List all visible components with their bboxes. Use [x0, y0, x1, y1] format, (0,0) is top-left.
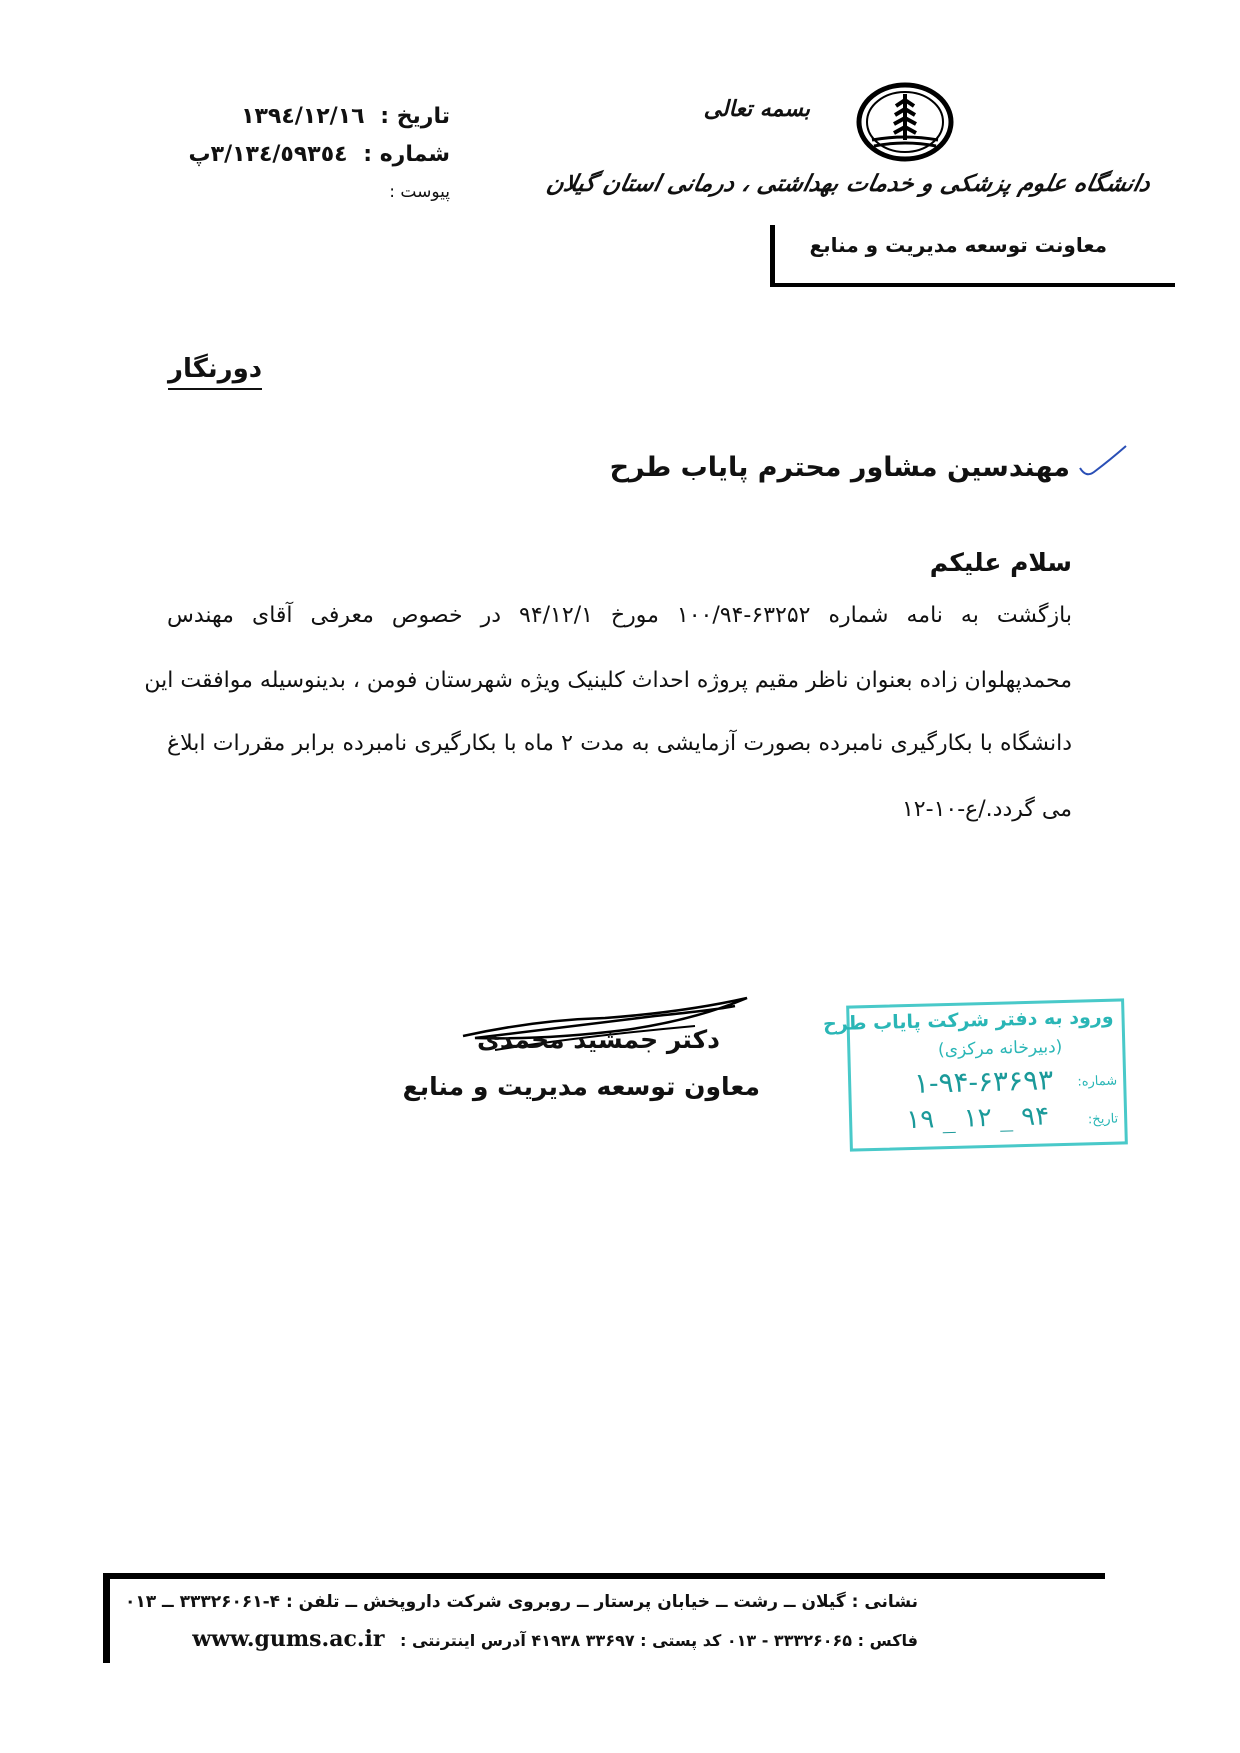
body-line: می گردد./ع-۱۰-۱۲: [901, 797, 1072, 822]
number-value: ۳/۱۳٤/٥۹۳٥٤پ: [188, 142, 348, 167]
department-box: [770, 225, 1175, 290]
letter-number: [190, 142, 450, 167]
website-link[interactable]: www.gums.ac.ir: [192, 1626, 385, 1652]
stamp-number-value: ۱-۹۴-۶۳۶۹۳: [913, 1063, 1054, 1100]
stamp-title: ورود به دفتر شرکت پایاب طرح: [822, 1005, 1114, 1036]
salutation: سلام علیکم: [929, 548, 1072, 577]
stamp-date-label: تاریخ:: [1087, 1111, 1119, 1128]
footer-fax: فاکس : ۳۳۳۲۶۰۶۵ - ۰۱۳ کد پستی : ۳۳۶۹۷ ۴۱۹۳۸ آدرس اینترنتی :: [400, 1631, 918, 1650]
body-line: دانشگاه با بکارگیری نامبرده بصورت آزمایشی به مدت ۲ ماه با بکارگیری نامبرده برابر مقررات ابلاغ: [167, 731, 1073, 756]
department-box-border: [770, 283, 1175, 287]
addressee: مهندسین مشاور محترم پایاب طرح: [609, 452, 1070, 483]
department-name: معاونت توسعه مدیریت و منابع: [809, 233, 1107, 257]
body-line: محمدپهلوان زاده بعنوان ناظر مقیم پروژه احداث کلینیک ویژه شهرستان فومن ، بدینوسیله موافقت این: [144, 668, 1072, 693]
body-line: بازگشت به نامه شماره ۶۳۲۵۲-۱۰۰/۹۴ مورخ ۹۴/۱۲/۱ در خصوص معرفی آقای مهندس: [167, 603, 1072, 628]
stamp-subtitle: (دبیرخانه مرکزی): [937, 1037, 1063, 1061]
besmellah-text: بسمه تعالی: [703, 97, 810, 122]
footer-address: نشانی : گیلان ــ رشت ــ خیابان پرستار ــ روبروی شرکت داروپخش ــ تلفن : ۴-۳۳۳۲۶۰۶۱ ــ ۰۱۳: [124, 1592, 918, 1612]
stamp-date-value: ۹۴ _ ۱۲ _ ۱۹: [905, 1101, 1050, 1136]
signatory-title: معاون توسعه مدیریت و منابع: [402, 1072, 760, 1101]
fax-title: دورنگار: [168, 354, 262, 390]
date-value: ۱۳۹٤/۱۲/۱٦: [241, 104, 365, 129]
footer-contact: [192, 1626, 918, 1652]
university-name: دانشگاه علوم پزشکی و خدمات بهداشتی ، درمانی استان گیلان: [544, 170, 1153, 197]
signatory-name: دکتر جمشید محمدی: [476, 1025, 720, 1054]
date-label: تاریخ :: [380, 104, 450, 129]
attachment-label: پیوست :: [389, 182, 450, 202]
number-label: شماره :: [363, 142, 450, 167]
receipt-stamp: [822, 998, 1128, 1151]
letter-date: [190, 104, 450, 129]
stamp-number-label: شماره:: [1077, 1073, 1118, 1090]
department-box-border: [770, 225, 775, 287]
university-emblem-icon: [850, 82, 960, 162]
footer-border: [103, 1573, 110, 1663]
checkmark-icon: [1072, 440, 1132, 480]
footer-border: [103, 1573, 1105, 1579]
